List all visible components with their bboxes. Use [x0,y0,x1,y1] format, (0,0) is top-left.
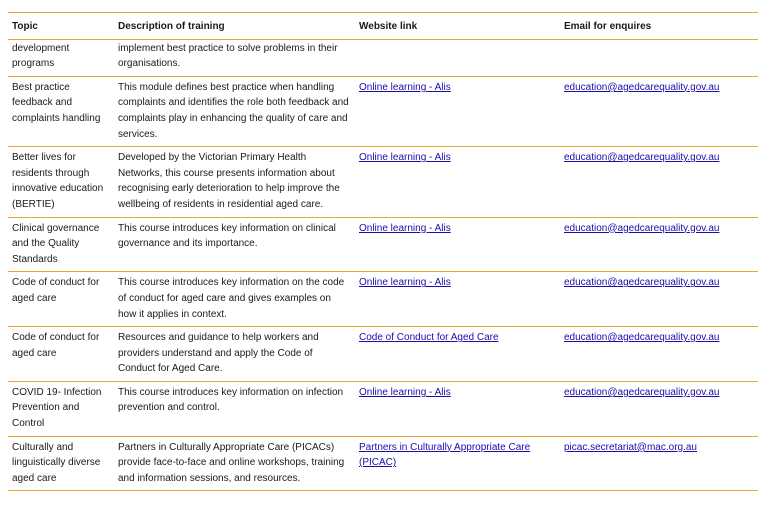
table-row [8,327,758,382]
link-cell [355,272,560,327]
website-link[interactable]: Online learning - Alis [359,386,451,398]
table-row [8,217,758,272]
header-topic: Topic [12,21,38,32]
table-row [8,272,758,327]
email-cell [560,272,758,327]
description-cell: Resources and guidance to help workers and providers understand and apply the Code of Conduct for Aged Care. [118,332,319,375]
table-row [8,436,758,491]
email-cell [560,147,758,217]
website-link[interactable]: Partners in Culturally Appropriate Care (PICAC) [359,441,531,469]
description-cell: Developed by the Victorian Primary Health Networks, this course presents information about recognising early deterioration to help improve the wellbeing of residents in residential aged care. [118,152,340,210]
email-cell [560,327,758,382]
email-link[interactable]: education@agedcarequality.gov.au [564,152,720,164]
link-cell [355,147,560,217]
email-link[interactable]: education@agedcarequality.gov.au [564,277,720,289]
description-cell: This course introduces key information on the code of conduct for aged care and gives examples on how it applies in context. [118,277,345,320]
website-link[interactable]: Online learning - Alis [359,277,451,289]
header-description: Description of training [118,21,225,32]
link-cell [355,381,560,436]
email-cell [560,217,758,272]
topic-cell: Better lives for residents through innovative education (BERTIE) [12,152,104,210]
topic-cell: COVID 19- Infection Prevention and Control [12,386,102,430]
topic-cell: Code of conduct for aged care [12,332,100,359]
topic-cell: Best practice feedback and complaints handling [12,81,101,124]
description-cell: This course introduces key information on infection prevention and control. [118,386,344,414]
table-row [8,147,758,217]
topic-cell: Code of conduct for aged care [12,277,100,304]
topic-cell: Clinical governance and the Quality Standards [12,222,100,265]
table-header-row [8,13,758,40]
header-website-link: Website link [359,21,418,32]
email-cell [560,39,758,76]
email-cell [560,76,758,146]
link-cell [355,76,560,146]
email-link[interactable]: education@agedcarequality.gov.au [564,222,720,234]
website-link[interactable]: Online learning - Alis [359,222,451,234]
link-cell [355,39,560,76]
training-table [8,12,758,491]
website-link[interactable]: Online learning - Alis [359,81,451,93]
topic-cell: Culturally and linguistically diverse aged care [12,441,101,484]
description-cell: Partners in Culturally Appropriate Care (PICACs) provide face-to-face and online workshops, training and information sessions, and resources. [118,441,345,484]
email-cell [560,436,758,491]
table-row [8,381,758,436]
table-row [8,76,758,146]
description-cell: implement best practice to solve problems in their organisations. [118,42,338,70]
topic-cell: development programs [12,42,70,70]
email-link[interactable]: education@agedcarequality.gov.au [564,332,720,344]
description-cell: This module defines best practice when handling complaints and identifies the role both feedback and complaints play in enhancing the quality of care and services. [118,81,349,140]
email-cell [560,381,758,436]
email-link[interactable]: picac.secretariat@mac.org.au [564,441,697,453]
email-link[interactable]: education@agedcarequality.gov.au [564,81,720,93]
website-link[interactable]: Online learning - Alis [359,152,451,164]
link-cell [355,436,560,491]
email-link[interactable]: education@agedcarequality.gov.au [564,386,720,398]
website-link[interactable]: Code of Conduct for Aged Care [359,332,499,344]
link-cell [355,217,560,272]
header-email: Email for enquires [564,21,652,32]
link-cell [355,327,560,382]
description-cell: This course introduces key information on clinical governance and its importance. [118,222,336,250]
table-row [8,39,758,76]
